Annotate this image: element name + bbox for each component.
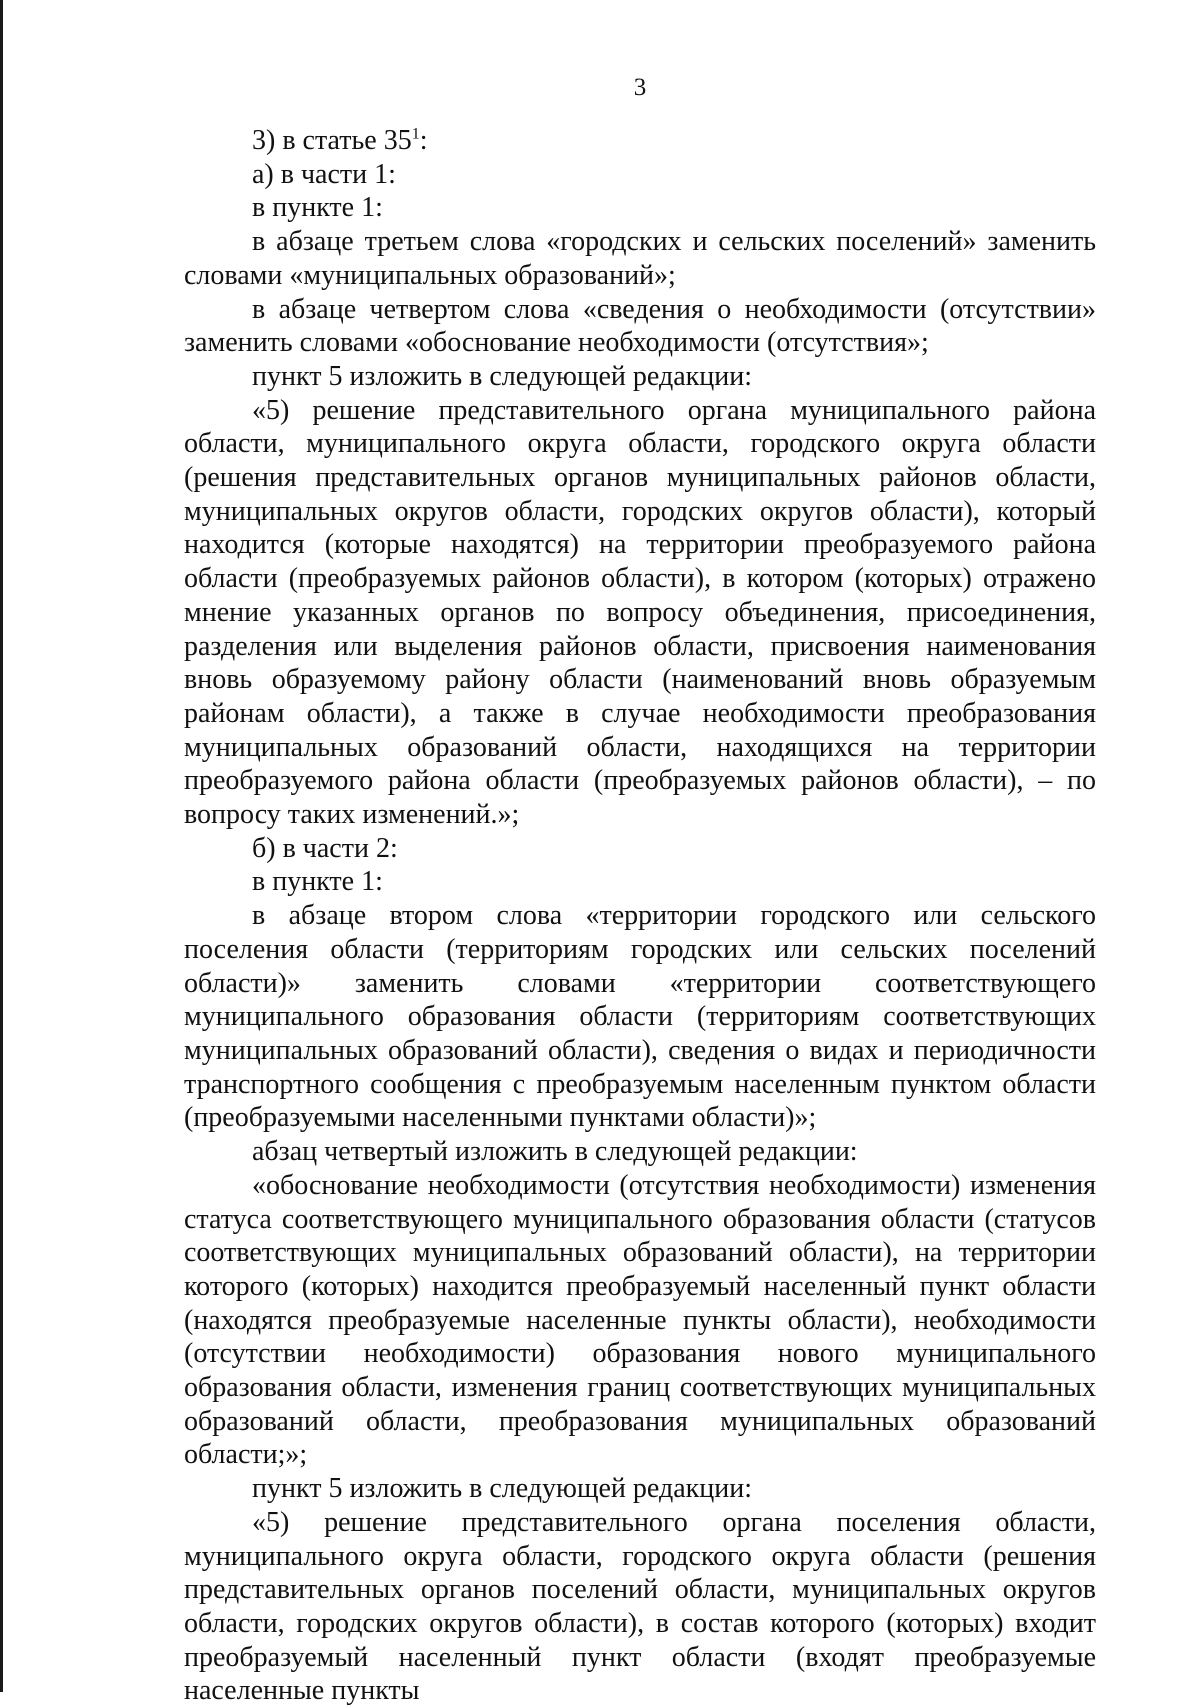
article-intro-colon: :	[419, 125, 428, 156]
page-number: 3	[633, 74, 647, 101]
paragraph: а) в части 1:	[252, 158, 396, 190]
paragraph: «обоснование необходимости (отсутствия необходимости) изменения статуса соответствующего муниципального образования области (статусов соответствующих муниципальных образований области), на территории которого (которых) находится преобразуемый населенный пункт области (находятся преобразуемые населенные пункты области), необходимости (отсутствии необходимости) образования нового муниципального образования области, изменения границ соответствующих муниципальных образований области, преобразования муниципальных образований области;»;	[184, 1169, 1096, 1471]
article-intro	[184, 124, 1096, 158]
paragraph: в абзаце третьем слова «городских и сельских поселений» заменить словами «муниципальных образований»;	[184, 226, 1096, 291]
paragraph: «5) решение представительного органа поселения области, муниципального округа области, городского округа области (решения представительных органов поселений области, муниципальных округов области, городских округов области), в состав которого (которых) входит преобразуемый населенный пункт области (входят преобразуемые населенные пункты	[184, 1506, 1096, 1707]
paragraph: в пункте 1:	[252, 866, 383, 898]
paragraph: в абзаце втором слова «территории городского или сельского поселения области (территориям городских или сельских поселений области)» заменить словами «территории соответствующего муниципального образования области (территориям соответствующих муниципальных образований области), сведения о видах и периодичности транспортного сообщения с преобразуемым населенным пунктом области (преобразуемыми населенными пунктами области)»;	[184, 900, 1096, 1134]
paragraph: б) в части 2:	[252, 832, 398, 864]
page-left-edge	[0, 0, 3, 1692]
paragraph: пункт 5 изложить в следующей редакции:	[252, 1473, 752, 1505]
paragraph: пункт 5 изложить в следующей редакции:	[252, 360, 752, 392]
paragraph: «5) решение представительного органа муниципального района области, муниципального округа области, городского округа области (решения представительных органов муниципальных районов области, муниципальных округов области, городских округов области), который находится (которые находятся) на территории преобразуемого района области (преобразуемых районов области), в котором (которых) отражено мнение указанных органов по вопросу объединения, присоединения, разделения или выделения районов области, присвоения наименования вновь образуемому району области (наименований вновь образуемым районам области), а также в случае необходимости преобразования муниципальных образований области, находящихся на территории преобразуемого района области (преобразуемых районов области), – по вопросу таких изменений.»;	[184, 394, 1096, 831]
paragraph: в абзаце четвертом слова «сведения о необходимости (отсутствии» заменить словами «обоснование необходимости (отсутствия»;	[184, 293, 1096, 359]
paragraph: абзац четвертый изложить в следующей редакции:	[252, 1136, 858, 1168]
article-intro-text: 3) в статье 35	[252, 125, 412, 156]
article-superscript: 1	[411, 125, 420, 143]
paragraph: в пункте 1:	[252, 192, 383, 224]
document-body	[184, 124, 1096, 1708]
